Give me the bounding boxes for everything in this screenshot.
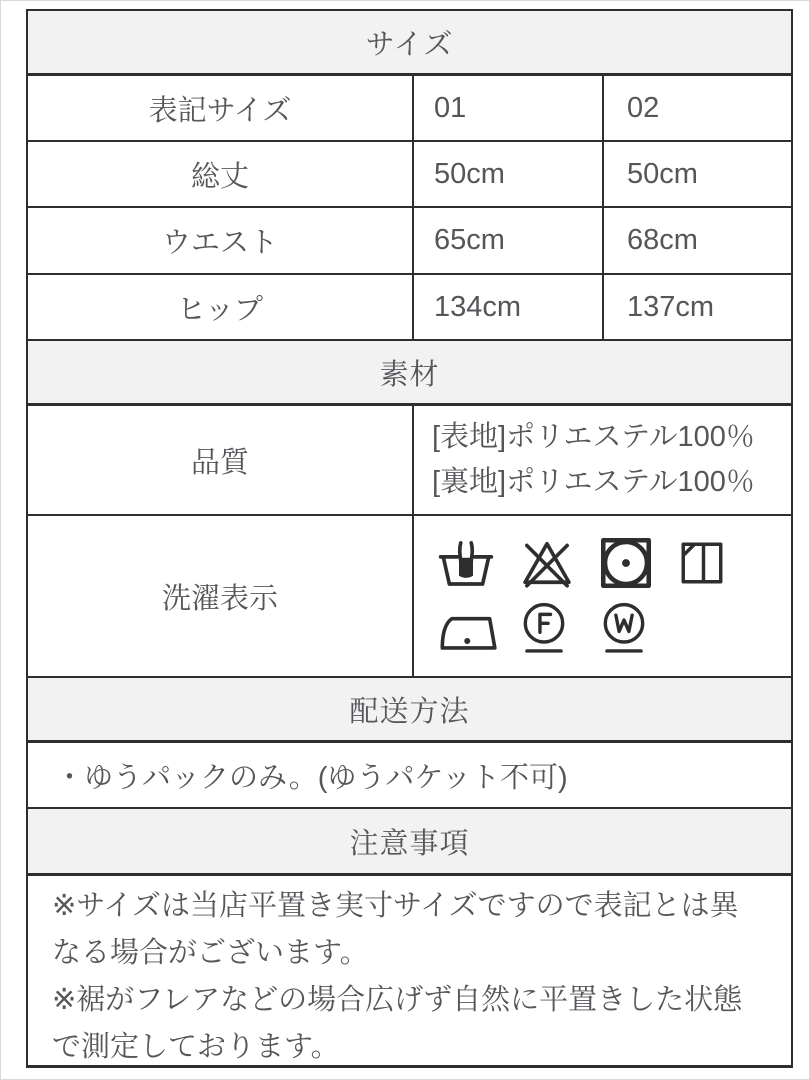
quality-value: [414, 406, 791, 514]
size-02-value: 68cm: [627, 224, 698, 256]
iron-low-heat-icon: [438, 603, 500, 655]
note-flare-measurement: ※裾がフレアなどの場合広げず自然に平置きした状態で測定しております。: [52, 984, 743, 1063]
table-row-size-label: [28, 76, 791, 142]
shipping-section-header: [28, 678, 791, 743]
row-label: 表記サイズ: [28, 76, 414, 140]
care-symbols: [414, 516, 791, 676]
shipping-method-text: ・ゆうパックのみ。(ゆうパケット不可): [55, 761, 568, 794]
table-row-waist: [28, 208, 791, 275]
hand-wash-icon: [438, 535, 494, 591]
row-label: 品質: [28, 406, 414, 514]
table-row-total-length: [28, 142, 791, 208]
size-01-value: 134cm: [414, 275, 604, 339]
dry-clean-petroleum-gentle-icon: [518, 600, 570, 658]
shipping-section-title: 配送方法: [349, 695, 470, 728]
notes-section-header: [28, 809, 791, 876]
care-symbols-row-1: [438, 535, 791, 591]
table-row-hip: [28, 275, 791, 341]
product-spec-table: [26, 9, 793, 1068]
size-01-value: 01: [414, 76, 604, 140]
care-symbols-row-2: [438, 600, 791, 658]
size-01-value: 65cm: [414, 208, 604, 273]
size-section-title: サイズ: [365, 28, 454, 61]
size-02-value: 50cm: [627, 157, 698, 190]
material-section-header: [28, 341, 791, 406]
table-row-quality: [28, 406, 791, 516]
size-02-value: 02: [627, 91, 660, 124]
quality-outer-fabric: [表地]ポリエステル100％: [432, 421, 755, 453]
wet-clean-gentle-icon: [598, 600, 650, 658]
table-row-shipping: [28, 743, 791, 809]
tumble-dry-low-heat-icon: [598, 535, 654, 591]
size-02-value: 137cm: [627, 290, 715, 323]
row-label: ウエスト: [28, 208, 414, 273]
size-section-header: [28, 11, 791, 76]
quality-lining-fabric: [裏地]ポリエステル100％: [432, 466, 755, 498]
material-section-title: 素材: [379, 358, 440, 391]
table-row-care-symbols: [28, 516, 791, 678]
size-01-value: 50cm: [414, 142, 604, 206]
notes-text: [28, 876, 791, 1065]
notes-section-title: 注意事項: [349, 827, 470, 860]
note-size-disclaimer: ※サイズは当店平置き実寸サイズですので表記とは異なる場合がございます。: [52, 890, 739, 969]
row-label: 洗濯表示: [28, 516, 414, 676]
row-label: 総丈: [28, 142, 414, 206]
line-dry-in-shade-icon: [678, 537, 726, 589]
row-label: ヒップ: [28, 275, 414, 339]
do-not-bleach-icon: [518, 535, 576, 591]
table-row-notes: [28, 876, 791, 1065]
